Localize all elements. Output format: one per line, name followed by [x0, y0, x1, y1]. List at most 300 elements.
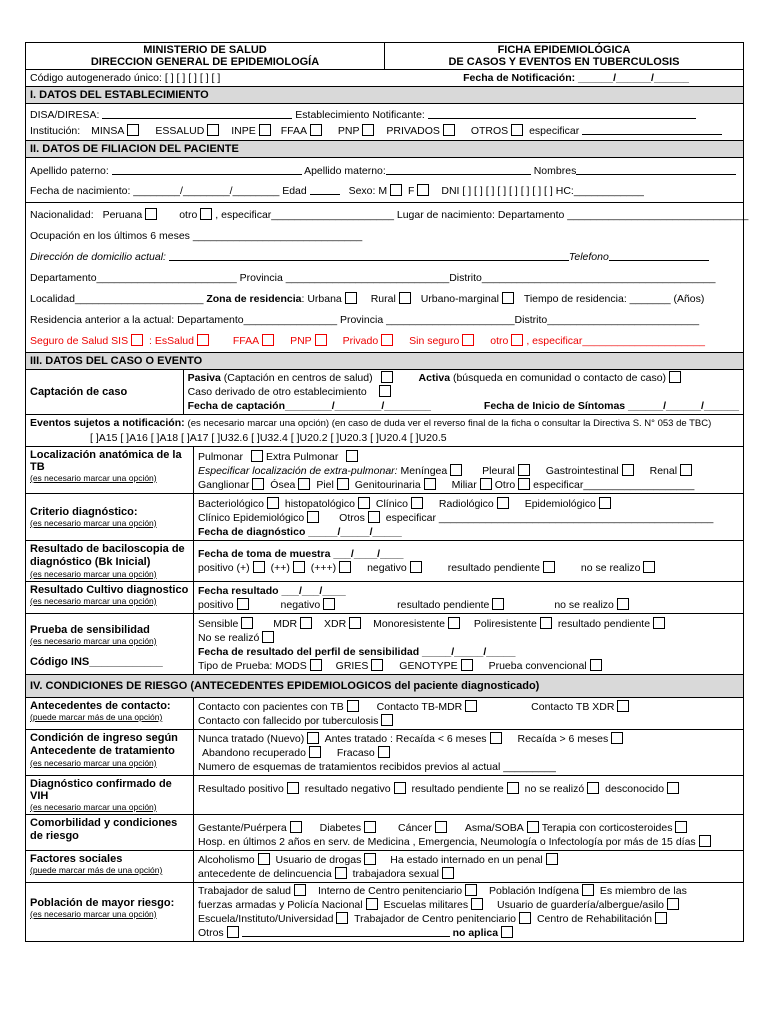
edad-input[interactable] — [310, 184, 340, 195]
mods-label: MODS — [275, 660, 307, 672]
at-label: Antes tratado : — [324, 733, 393, 745]
histo-checkbox[interactable] — [358, 497, 370, 509]
conv-label: Prueba convencional — [488, 660, 587, 672]
clinico-checkbox[interactable] — [411, 497, 423, 509]
sexual-checkbox[interactable] — [442, 867, 454, 879]
ar-label: Abandono recuperado — [202, 747, 306, 759]
fcaptacion-field[interactable]: Fecha de captación________/________/________ — [187, 400, 431, 412]
meningea-checkbox[interactable] — [450, 464, 462, 476]
espext-label: Especificar localización de extra-pulmonar: — [198, 465, 398, 477]
ap-input[interactable] — [112, 164, 302, 175]
ocupacion-field[interactable]: Ocupación en los últimos 6 meses _____________________________ — [30, 230, 363, 242]
rpen-label: resultado pendiente — [411, 783, 504, 795]
drogas-checkbox[interactable] — [364, 853, 376, 865]
radiologico-label: Radiológico — [438, 498, 494, 510]
fperfil-field[interactable]: Fecha de resultado del perfil de sensibilidad _____/_____/_____ — [198, 646, 516, 658]
neg-bk-checkbox[interactable] — [410, 561, 422, 573]
radiologico-checkbox[interactable] — [497, 497, 509, 509]
renal-checkbox[interactable] — [680, 464, 692, 476]
conv-checkbox[interactable] — [590, 659, 602, 671]
icp-label: Interno de Centro penitenciario — [317, 885, 463, 897]
gestante-checkbox[interactable] — [290, 821, 302, 833]
c1-checkbox[interactable] — [347, 700, 359, 712]
c2-checkbox[interactable] — [465, 700, 477, 712]
poblacion-label: Población de mayor riesgo: — [30, 897, 175, 909]
loc-note: (es necesario marcar una opción) — [30, 473, 157, 483]
pulmonar-checkbox[interactable] — [251, 450, 263, 462]
comorbilidad-label: Comorbilidad y condiciones de riesgo — [30, 817, 178, 842]
fecha-notificacion-field[interactable]: Fecha de Notificación: ______/______/______ — [463, 72, 689, 84]
genito-checkbox[interactable] — [424, 478, 436, 490]
diabetes-label: Diabetes — [319, 822, 362, 834]
r2-checkbox[interactable] — [611, 732, 623, 744]
cancer-label: Cáncer — [398, 822, 432, 834]
otros-pob-checkbox[interactable] — [227, 926, 239, 938]
desc-label: desconocido — [605, 783, 665, 795]
noaplica-checkbox[interactable] — [501, 926, 513, 938]
otros-pob-label: Otros — [198, 927, 224, 939]
delincuencia-checkbox[interactable] — [335, 867, 347, 879]
pnp-checkbox[interactable] — [362, 124, 374, 136]
piel-checkbox[interactable] — [337, 478, 349, 490]
nsr-cult-checkbox[interactable] — [617, 598, 629, 610]
contacto-note: (puede marcar más de una opción) — [30, 712, 163, 722]
neg-bk-label: negativo — [367, 562, 407, 574]
urbana-checkbox[interactable] — [345, 292, 357, 304]
captacion-row — [26, 370, 743, 415]
rp-bk-label: resultado pendiente — [447, 562, 540, 574]
rp-cult-checkbox[interactable] — [492, 598, 504, 610]
militares-label: Escuelas militares — [383, 899, 469, 911]
gastro-label: Gastrointestinal — [545, 465, 619, 477]
activa-label: Activa — [418, 372, 451, 384]
sexo-f-checkbox[interactable] — [417, 184, 429, 196]
minsa-checkbox[interactable] — [127, 124, 139, 136]
poli-label: Poliresistente — [473, 618, 537, 630]
section-3-title: III. DATOS DEL CASO O EVENTO — [26, 353, 743, 370]
epidemiologico-checkbox[interactable] — [599, 497, 611, 509]
tipo-label: Tipo de Prueba: — [198, 660, 273, 672]
r1-label: Recaída < 6 meses — [395, 733, 487, 745]
osea-label: Ósea — [270, 479, 296, 491]
nt-checkbox[interactable] — [307, 732, 319, 744]
code-row — [26, 70, 743, 87]
otro-loc-label: Otro — [494, 479, 516, 491]
essalud-seg-checkbox[interactable] — [197, 334, 209, 346]
section-4-title: IV. CONDICIONES DE RIESGO (ANTECEDENTES EPIDEMIOLOGICOS del paciente diagnosticado) — [26, 675, 743, 698]
disa-label: DISA/DIRESA: — [30, 109, 100, 121]
inpe-checkbox[interactable] — [259, 124, 271, 136]
bacteriologico-checkbox[interactable] — [267, 497, 279, 509]
cult-note: (es necesario marcar una opción) — [30, 596, 157, 606]
activa-desc: (búsqueda en comunidad o contacto de caso) — [452, 372, 667, 384]
genito-label: Genitourinaria — [354, 479, 421, 491]
nsr-sens-label: No se realizó — [198, 632, 260, 644]
r1-checkbox[interactable] — [490, 732, 502, 744]
nsr-bk-label: no se realizo — [580, 562, 641, 574]
fracaso-checkbox[interactable] — [378, 746, 390, 758]
otro-loc-espec-field[interactable]: especificar___________________ — [533, 479, 695, 491]
section-2a — [26, 158, 743, 203]
gries-label: GRIES — [335, 660, 369, 672]
rpen-checkbox[interactable] — [507, 782, 519, 794]
pos-cult-checkbox[interactable] — [237, 598, 249, 610]
asma-label: Asma/SOBA — [464, 822, 524, 834]
colon: : — [149, 335, 152, 347]
pos3-checkbox[interactable] — [339, 561, 351, 573]
sinseguro-label: Sin seguro — [409, 335, 460, 347]
rp-cult-label: resultado pendiente — [397, 599, 490, 611]
urbana-label: : Urbana — [301, 293, 342, 305]
crit-note: (es necesario marcar una opción) — [30, 518, 157, 528]
ingreso-note: (es necesario marcar una opción) — [30, 758, 157, 768]
otros-crit-checkbox[interactable] — [368, 511, 380, 523]
localizacion-label: Localización anatómica de la TB — [30, 449, 182, 473]
otro-seg-checkbox[interactable] — [511, 334, 523, 346]
poblacion-row — [26, 883, 743, 941]
edad-label: Edad — [282, 185, 307, 197]
ffaa-seg-checkbox[interactable] — [262, 334, 274, 346]
bacteriologico-label: Bacteriológico — [198, 498, 264, 510]
dge-title: DIRECCION GENERAL DE EPIDEMIOLOGÍA — [90, 56, 320, 68]
pos3-label: (+++) — [310, 562, 337, 574]
otros-crit-label: Otros — [339, 512, 365, 524]
gestante-label: Gestante/Puérpera — [198, 822, 287, 834]
otro-seg-label: otro — [490, 335, 509, 347]
extrapulmonar-label: Extra Pulmonar — [265, 451, 339, 463]
genotype-label: GENOTYPE — [399, 660, 458, 672]
c4-checkbox[interactable] — [381, 714, 393, 726]
drogas-label: Usuario de drogas — [275, 854, 362, 866]
indigena-checkbox[interactable] — [582, 884, 594, 896]
ficha-form — [25, 42, 749, 942]
miliar-checkbox[interactable] — [480, 478, 492, 490]
pleural-label: Pleural — [482, 465, 515, 477]
sens-label: Prueba de sensibilidad — [30, 624, 150, 636]
otro-nac-label: otro — [179, 209, 198, 221]
contacto-label: Antecedentes de contacto: — [30, 700, 171, 712]
mdr-checkbox[interactable] — [300, 617, 312, 629]
seguro-label: Seguro de Salud — [30, 335, 109, 347]
rehab-label: Centro de Rehabilitación — [536, 913, 652, 925]
rpos-checkbox[interactable] — [287, 782, 299, 794]
ingreso-row — [26, 730, 743, 776]
diabetes-checkbox[interactable] — [364, 821, 376, 833]
section-2b — [26, 203, 749, 353]
otros-pob-input[interactable] — [242, 926, 450, 937]
disa-input[interactable] — [102, 108, 292, 119]
rpos-label: Resultado positivo — [198, 783, 284, 795]
dni-field[interactable]: DNI [ ] [ ] [ ] [ ] [ ] [ ] [ ] [ ] — [441, 185, 553, 197]
sis-label: SIS — [111, 335, 129, 347]
privados-checkbox[interactable] — [443, 124, 455, 136]
dir-input[interactable] — [169, 250, 569, 261]
opt-pnp: PNP — [337, 125, 360, 137]
poblacion-note: (es necesario marcar una opción) — [30, 909, 157, 919]
dep-field[interactable]: Departamento________________________ Provincia ____________________________Distrito________________________________________ — [30, 272, 716, 284]
epidemiologico-label: Epidemiológico — [524, 498, 596, 510]
c2-label: Contacto TB-MDR — [376, 701, 463, 713]
neg-cult-label: negativo — [280, 599, 321, 611]
rural-label: Rural — [370, 293, 396, 305]
asma-checkbox[interactable] — [527, 821, 539, 833]
c1-label: Contacto con pacientes con TB — [198, 701, 344, 713]
pasiva-desc: (Captación en centros de salud) — [223, 372, 373, 384]
indigena-label: Población Indígena — [489, 885, 579, 897]
opt-essalud: ESSALUD — [155, 125, 205, 137]
alcoholismo-label: Alcoholismo — [198, 854, 255, 866]
opt-minsa: MINSA — [91, 125, 125, 137]
r2-label: Recaída > 6 meses — [517, 733, 609, 745]
fn-field[interactable]: Fecha de nacimiento: ________/________/________ — [30, 185, 280, 197]
tcp-label: Trabajador de Centro penitenciario — [354, 913, 517, 925]
inst-label: Institución: — [30, 125, 81, 137]
renal-label: Renal — [649, 465, 678, 477]
sociales-label: Factores sociales — [30, 853, 123, 865]
militares-checkbox[interactable] — [471, 898, 483, 910]
poli-checkbox[interactable] — [540, 617, 552, 629]
especificar-label: especificar — [529, 125, 580, 137]
otro-loc-checkbox[interactable] — [518, 478, 530, 490]
am-label: Apellido materno: — [304, 165, 386, 177]
tsalud-checkbox[interactable] — [294, 884, 306, 896]
captacion-label: Captación de caso — [30, 386, 128, 398]
guarderia-checkbox[interactable] — [667, 898, 679, 910]
nsr-vih-checkbox[interactable] — [587, 782, 599, 794]
c4-label: Contacto con fallecido por tuberculosis — [198, 715, 379, 727]
pleural-checkbox[interactable] — [518, 464, 530, 476]
form-subtitle: DE CASOS Y EVENTOS EN TUBERCULOSIS — [448, 56, 680, 68]
nt-label: Nunca tratado (Nuevo) — [198, 733, 305, 745]
sexo-m-checkbox[interactable] — [390, 184, 402, 196]
terapia-checkbox[interactable] — [675, 821, 687, 833]
localizacion-row — [26, 447, 743, 494]
dir-label: Dirección de domicilio actual: — [30, 251, 166, 263]
rneg-checkbox[interactable] — [394, 782, 406, 794]
sensibilidad-row — [26, 614, 743, 675]
escuela-checkbox[interactable] — [336, 912, 348, 924]
opt-privados: PRIVADOS — [386, 125, 440, 137]
sexo-label: Sexo: M — [348, 185, 388, 197]
delincuencia-label: antecedente de delincuencia — [198, 868, 332, 880]
opt-otros: OTROS — [470, 125, 509, 137]
rp-bk-checkbox[interactable] — [543, 561, 555, 573]
estab-input[interactable] — [428, 108, 696, 119]
fresultado-field[interactable]: Fecha resultado ___/___/____ — [198, 585, 346, 597]
pnp-seg-checkbox[interactable] — [315, 334, 327, 346]
gastro-checkbox[interactable] — [622, 464, 634, 476]
rehab-checkbox[interactable] — [655, 912, 667, 924]
codigo-field[interactable]: Código autogenerado único: [ ] [ ] [ ] [ ] [ ] — [30, 72, 221, 84]
sociales-row — [26, 851, 743, 883]
especificar-input[interactable] — [582, 124, 722, 135]
form-header — [26, 43, 743, 70]
event-codes[interactable]: [ ]A15 [ ]A16 [ ]A18 [ ]A17 [ ]U32.6 [ ]U32.4 [ ]U20.2 [ ]U20.3 [ ]U20.4 [ ]U20.5 — [90, 432, 447, 444]
vih-label: Diagnóstico confirmado de VIH — [30, 778, 172, 802]
tcp-checkbox[interactable] — [519, 912, 531, 924]
sensible-checkbox[interactable] — [241, 617, 253, 629]
noaplica-label: no aplica — [452, 927, 499, 939]
hosp-label: Hosp. en últimos 2 años en serv. de Medicina , Emergencia, Neumología o Infectología por más de 15 días — [198, 836, 696, 848]
cliepi-checkbox[interactable] — [307, 511, 319, 523]
hc-field[interactable]: HC:____________ — [555, 185, 644, 197]
nac-espec-field[interactable]: , especificar_____________________ — [215, 209, 394, 221]
alcoholismo-checkbox[interactable] — [258, 853, 270, 865]
mono-checkbox[interactable] — [448, 617, 460, 629]
meningea-label: Meníngea — [400, 465, 448, 477]
xdr-checkbox[interactable] — [349, 617, 361, 629]
section-1 — [26, 104, 743, 141]
extrapulmonar-checkbox[interactable] — [346, 450, 358, 462]
sexo-f-label: F — [408, 185, 415, 197]
nsr-bk-checkbox[interactable] — [643, 561, 655, 573]
vih-row — [26, 776, 743, 815]
activa-checkbox[interactable] — [669, 371, 681, 383]
icp-checkbox[interactable] — [465, 884, 477, 896]
eventos-row — [26, 415, 743, 447]
lugar-field[interactable]: Lugar de nacimiento: Departamento _______________________________ — [396, 209, 749, 221]
bk-note: (es necesario marcar una opción) — [30, 569, 157, 579]
otros-crit-espec-field[interactable]: especificar _______________________________________________ — [385, 512, 714, 524]
ftoma-field[interactable]: Fecha de toma de muestra ___/____/____ — [198, 548, 404, 560]
estab-label: Establecimiento Notificante: — [295, 109, 425, 121]
escuela-label: Escuela/Instituto/Universidad — [198, 913, 334, 925]
guarderia-label: Usuario de guardería/albergue/asilo — [497, 899, 664, 911]
otros-checkbox[interactable] — [511, 124, 523, 136]
tel-label: Telefono — [568, 251, 609, 263]
finicio-field[interactable]: Fecha de Inicio de Síntomas ______/______/______ — [483, 400, 739, 412]
seg-espec-field[interactable]: , especificar_____________________ — [526, 335, 705, 347]
tsalud-label: Trabajador de salud — [198, 885, 292, 897]
clinico-label: Clínico — [375, 498, 408, 510]
xdr-label: XDR — [324, 618, 347, 630]
piel-label: Piel — [316, 479, 334, 491]
sens-note: (es necesario marcar una opción) — [30, 636, 157, 646]
penal-checkbox[interactable] — [546, 853, 558, 865]
nesquemas-field[interactable]: Numero de esquemas de tratamientos recibidos previos al actual _________ — [198, 761, 556, 773]
nom-input[interactable] — [576, 164, 736, 175]
ingreso-label: Condición de ingreso según Antecedente de tratamiento — [30, 732, 178, 757]
sis-checkbox[interactable] — [131, 334, 143, 346]
neg-cult-checkbox[interactable] — [323, 598, 335, 610]
resant-field[interactable]: Residencia anterior a la actual: Departamento________________ Provincia ______________________Distrito__________________________ — [30, 314, 700, 326]
histo-label: histopatológico — [284, 498, 355, 510]
c3-checkbox[interactable] — [617, 700, 629, 712]
pasiva-label: Pasiva — [187, 372, 221, 384]
pos2-checkbox[interactable] — [293, 561, 305, 573]
peruana-checkbox[interactable] — [145, 208, 157, 220]
am-input[interactable] — [386, 164, 531, 175]
fracaso-label: Fracaso — [336, 747, 375, 759]
cancer-checkbox[interactable] — [435, 821, 447, 833]
ffaa-riesgo-label: Es miembro de las — [599, 885, 687, 897]
gries-checkbox[interactable] — [371, 659, 383, 671]
rneg-label: resultado negativo — [304, 783, 391, 795]
otro-nac-checkbox[interactable] — [200, 208, 212, 220]
criterio-row — [26, 494, 743, 541]
desc-checkbox[interactable] — [667, 782, 679, 794]
um-label: Urbano-marginal — [420, 293, 499, 305]
ministry-title: MINISTERIO DE SALUD — [143, 44, 267, 56]
mdr-label: MDR — [273, 618, 298, 630]
contacto-row — [26, 698, 743, 730]
ffaa-riesgo-checkbox[interactable] — [366, 898, 378, 910]
um-checkbox[interactable] — [502, 292, 514, 304]
c3-label: Contacto TB XDR — [531, 701, 615, 713]
sinseguro-checkbox[interactable] — [462, 334, 474, 346]
nsr-vih-label: no se realizó — [524, 783, 585, 795]
derivado-label: Caso derivado de otro establecimiento — [187, 386, 367, 398]
essalud-label: EsSalud — [154, 335, 194, 347]
pasiva-checkbox[interactable] — [381, 371, 393, 383]
criterio-label: Criterio diagnóstico: — [30, 506, 138, 518]
cliepi-label: Clínico Epidemiológico — [198, 512, 305, 524]
nac-label: Nacionalidad: — [30, 209, 94, 221]
derivado-checkbox[interactable] — [379, 385, 391, 397]
privado-checkbox[interactable] — [381, 334, 393, 346]
tiempo-field[interactable]: Tiempo de residencia: _______ (Años) — [523, 293, 705, 305]
baciloscopia-row — [26, 541, 743, 582]
pnp-seg-label: PNP — [290, 335, 312, 347]
privado-label: Privado — [342, 335, 379, 347]
sexual-label: trabajadora sexual — [352, 868, 440, 880]
tel-input[interactable] — [609, 250, 709, 261]
sociales-note: (puede marcar más de una opción) — [30, 865, 163, 875]
ganglionar-checkbox[interactable] — [252, 478, 264, 490]
pos1-checkbox[interactable] — [253, 561, 265, 573]
pos-cult-label: positivo — [198, 599, 234, 611]
rp-sens-label: resultado pendiente — [557, 618, 651, 630]
pos1-label: positivo (+) — [198, 562, 250, 574]
fdiagnostico-field[interactable]: Fecha de diagnóstico _____/_____/_____ — [198, 526, 402, 538]
sensible-label: Sensible — [198, 618, 239, 630]
rural-checkbox[interactable] — [399, 292, 411, 304]
section-1-title: I. DATOS DEL ESTABLECIMIENTO — [26, 87, 743, 104]
opt-inpe: INPE — [231, 125, 256, 137]
pos2-label: (++) — [270, 562, 290, 574]
codigo-ins-field[interactable]: Código INS____________ — [30, 656, 163, 668]
penal-label: Ha estado internado en un penal — [390, 854, 543, 866]
opt-ffaa: FFAA — [280, 125, 307, 137]
section-2-title: II. DATOS DE FILIACION DEL PACIENTE — [26, 141, 743, 158]
rp-sens-checkbox[interactable] — [653, 617, 665, 629]
ffaa-seg-label: FFAA — [232, 335, 260, 347]
localidad-field[interactable]: Localidad______________________ — [30, 293, 204, 305]
form-title: FICHA EPIDEMIOLÓGICA — [497, 44, 631, 56]
bk-label: Resultado de baciloscopia de diagnóstico (Bk Inicial) — [30, 543, 185, 568]
peruana-label: Peruana — [102, 209, 143, 221]
ar-checkbox[interactable] — [309, 746, 321, 758]
eventos-label: Eventos sujetos a notificación: — [30, 417, 185, 429]
zona-label: Zona de residencia — [206, 293, 302, 305]
cultivo-row — [26, 582, 743, 614]
pulmonar-label: Pulmonar — [198, 451, 243, 463]
ganglionar-label: Ganglionar — [198, 479, 250, 491]
osea-checkbox[interactable] — [298, 478, 310, 490]
eventos-desc: (es necesario marcar una opción) (en caso de duda ver el reverso final de la ficha o consultar la Directiva S. N° 053 de TBC) — [187, 418, 712, 429]
miliar-label: Miliar — [451, 479, 477, 491]
essalud-checkbox[interactable] — [207, 124, 219, 136]
mods-checkbox[interactable] — [310, 659, 322, 671]
vih-note: (es necesario marcar una opción) — [30, 802, 157, 812]
ap-label: Apellido paterno: — [30, 165, 109, 177]
ffaa-checkbox[interactable] — [310, 124, 322, 136]
genotype-checkbox[interactable] — [461, 659, 473, 671]
hosp-checkbox[interactable] — [699, 835, 711, 847]
ffaa-riesgo-label2: fuerzas armadas y Policía Nacional — [198, 899, 363, 911]
mono-label: Monoresistente — [373, 618, 445, 630]
nsr-sens-checkbox[interactable] — [262, 631, 274, 643]
